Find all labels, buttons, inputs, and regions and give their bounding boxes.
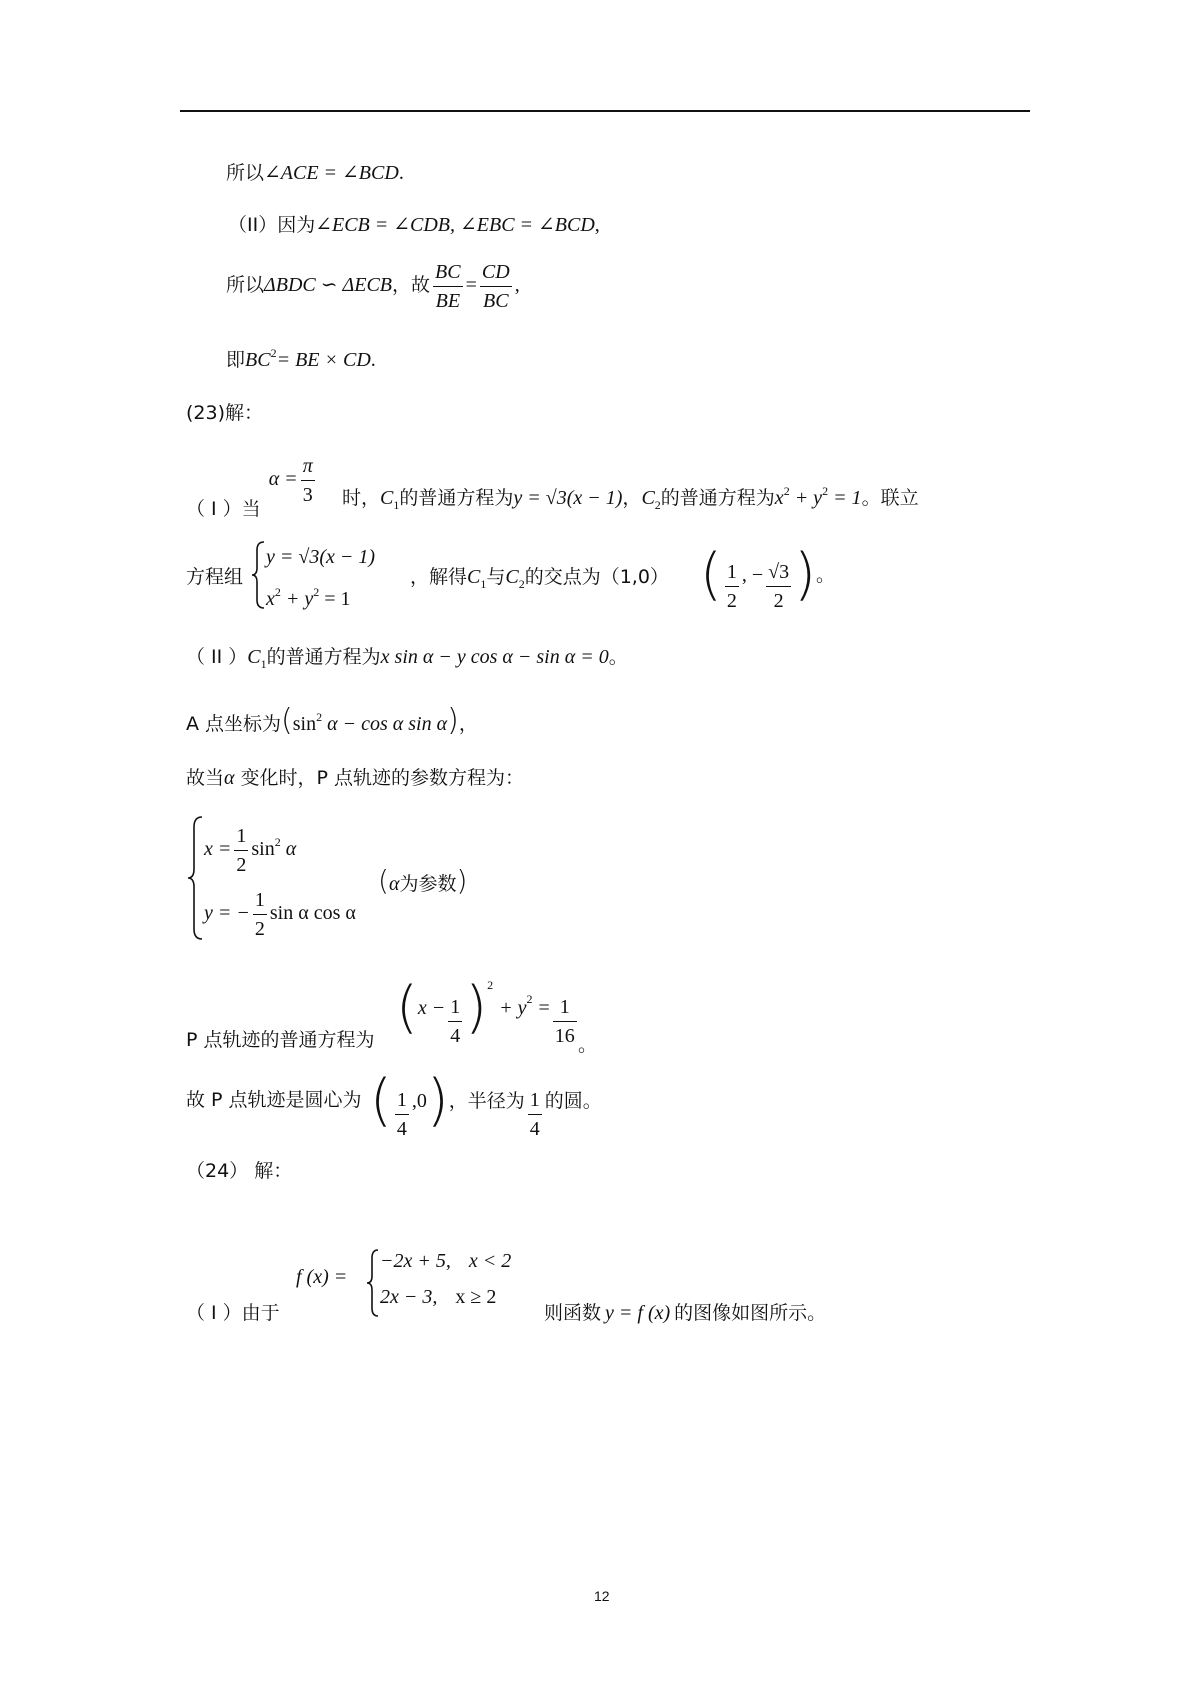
ordinary-equation: (x − $\frac{1}{4}$ )$^2+ y^2$ = $\frac{1}{16}$ [396,975,575,1047]
line-function-graph: 则函数 y = f (x) 的图像如图所示。 [544,1302,827,1324]
fraction-pi-3: $\frac{\pi}{3}$ [301,452,315,509]
intersection-point: ( $\frac{1}{2}$ , − $\frac{√3}{2}$ )。 [700,542,835,612]
ordinary-equation-end: 。 [578,1034,598,1056]
piecewise-row-1: −2x + 5, x < 2 [380,1250,512,1272]
system-row-1: y = √3(x − 1) [266,546,376,568]
line-part-i-equations: 时，$C_1$的普通方程为y = √3(x − 1)，$C_2$的普通方程为$x^2 + y^2 = 1$。联立 [342,484,919,512]
line-similar-triangles: 所以ΔBDC ∽ ΔECB，故 $\frac{BC}{BE}$ = $\frac{CD}{BC}$ , [226,258,520,315]
line-point-a: A 点坐标为($\sin^2$ α − cos α sin α)， [186,703,478,738]
question-23-heading: (23)解： [186,402,264,424]
fraction-bc-be: $\frac{BC}{BE}$ [433,258,463,315]
piecewise-brace [366,1248,380,1318]
line-part-ii-c1: （ II ）$C_1$的普通方程为x sin α − y cos α − sin α = 0。 [186,646,628,671]
line-ordinary-equation-label: P 点轨迹的普通方程为 [186,1029,375,1051]
parametric-row-x: x = $\frac{1}{2}$ $\sin^2 \alpha$ [204,822,296,879]
question-24-heading: （24） 解： [186,1160,293,1182]
page-number: 12 [594,1588,610,1604]
line-part-i-given: （ I ）由于 [186,1302,280,1324]
line-ace-bcd: 所以∠ACE = ∠BCD. [226,162,404,184]
parametric-brace [186,815,204,941]
piecewise-row-2: 2x − 3, x ≥ 2 [380,1286,497,1308]
line-circle-center: 故 P 点轨迹是圆心为 [186,1089,362,1111]
parametric-note: (α为参数) [378,864,468,897]
fraction-cd-bc: $\frac{CD}{BC}$ [480,258,512,315]
line-system-label: 方程组 [186,566,244,588]
line-bc-squared: 即$BC^2=$ BE × CD. [226,346,376,371]
line-part-ii-angles: （II）因为∠ECB = ∠CDB, ∠EBC = ∠BCD, [228,214,600,236]
line-parametric-intro: 故当α 变化时，P 点轨迹的参数方程为： [186,767,525,789]
line-part-i-c1-c2: （ I ）当α = $\frac{\pi}{3}$ [186,452,318,509]
circle-center-value: ( $\frac{1}{4}$ ,0)，半径为 $\frac{1}{4}$ 的圆。 [370,1068,602,1140]
line-intersection-text: ，解得$C_1$与$C_2$的交点为（1,0） [410,566,669,591]
system-brace [250,540,266,610]
system-row-2: $x^2 + y^2 = 1$ [266,585,351,610]
piecewise-lhs: f (x) = [296,1266,348,1288]
parametric-row-y: y = − $\frac{1}{2}$ sin α cos α [204,886,356,943]
header-rule [180,110,1030,112]
